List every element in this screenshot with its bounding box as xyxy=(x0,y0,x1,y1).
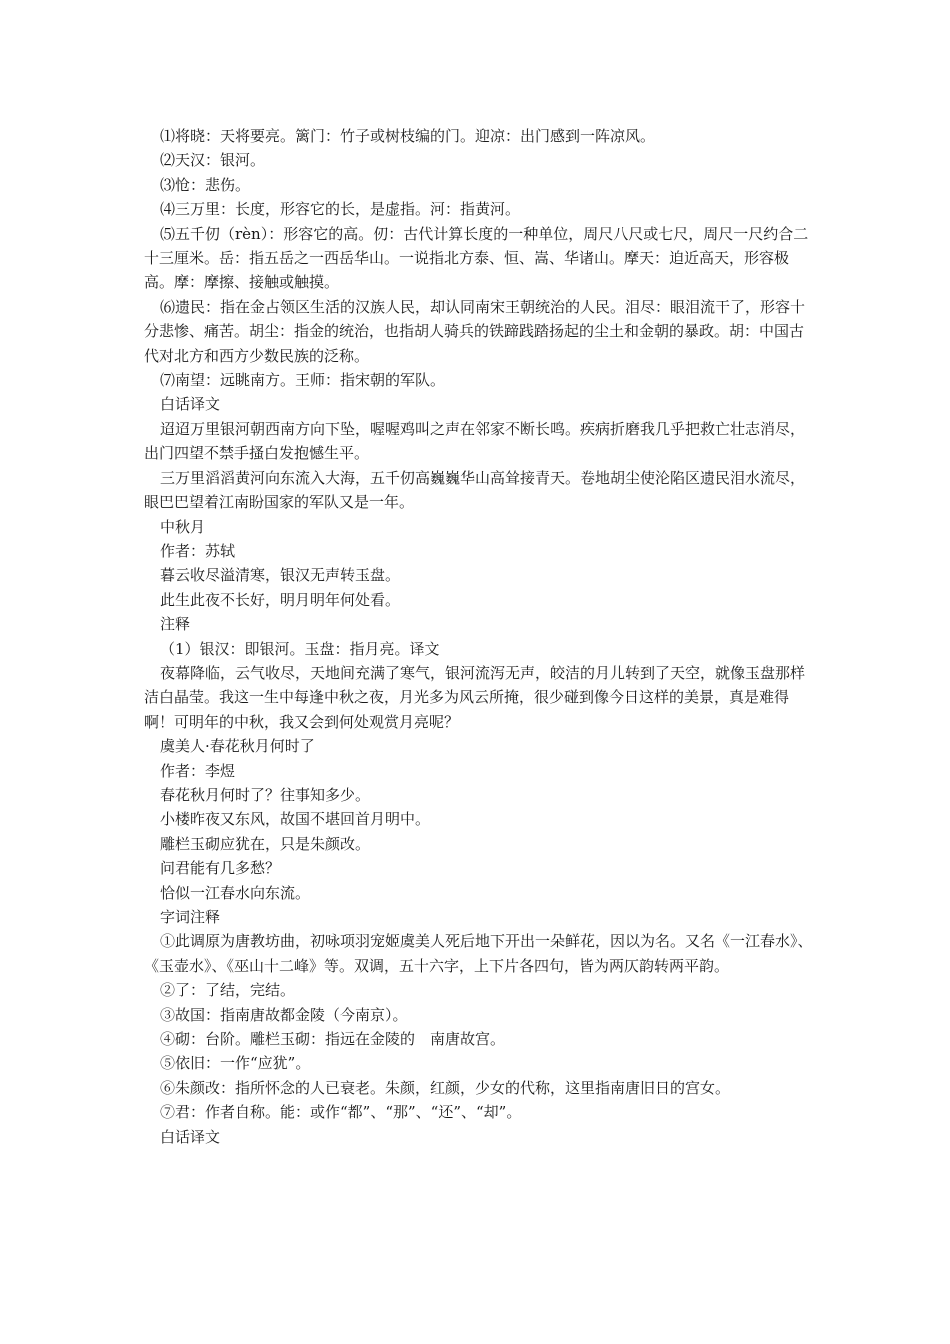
section-heading-word-notes: 字词注释 xyxy=(160,908,221,926)
annotation-item: （1）银汉：即银河。玉盘：指月亮。译文 xyxy=(160,639,440,658)
annotation-item: ①此调原为唐教坊曲，初咏项羽宠姬虞美人死后地下开出一朵鲜花，因以为名。又名《一江春水》、《玉壶水》、《巫山十二峰》等。双调，五十六字，上下片各四句，皆为两仄韵转两平韵。 xyxy=(144,932,813,975)
translation-paragraph: 迢迢万里银河朝西南方向下坠，喔喔鸡叫之声在邻家不断长鸣。疾病折磨我几乎把救亡壮志消尽，出门四望不禁手搔白发抱憾生平。 xyxy=(144,419,806,463)
annotation-5: ⑸五千仞（rèn）：形容它的高。仞：古代计算长度的一种单位，周尺八尺或七尺，周尺一尺约合二十三厘米。岳：指五岳之一西岳华山。一说指北方泰、恒、嵩、华诸山。摩天：迫近高天，形容极高。摩：摩擦、接触或触摸。 xyxy=(144,224,809,292)
annotation-4: ⑷三万里：长度，形容它的长，是虚指。河：指黄河。 xyxy=(160,200,521,219)
annotation-3: ⑶怆：悲伤。 xyxy=(160,175,251,194)
poem-line: 暮云收尽溢清寒，银汉无声转玉盘。 xyxy=(160,566,401,585)
poem-line: 问君能有几多愁？ xyxy=(160,859,281,878)
annotation-item: ②了：了结，完结。 xyxy=(160,981,296,1000)
annotation-2: ⑵天汉：银河。 xyxy=(160,151,266,170)
section-heading-notes: 注释 xyxy=(160,615,191,634)
section-heading-translation: 白话译文 xyxy=(160,1127,221,1146)
annotation-item: ⑥朱颜改：指所怀念的人已衰老。朱颜，红颜，少女的代称，这里指南唐旧日的宫女。 xyxy=(160,1078,731,1097)
poem-title: 虞美人·春花秋月何时了 xyxy=(160,737,315,756)
annotation-item: ⑦君：作者自称。能：或作“都”、“那”、“还”、“却”。 xyxy=(160,1103,522,1122)
poem-line: 恰似一江春水向东流。 xyxy=(160,883,311,902)
poem-line: 小楼昨夜又东风，故国不堪回首月明中。 xyxy=(160,810,431,829)
section-heading-translation: 白话译文 xyxy=(160,395,221,414)
translation-paragraph: 夜幕降临，云气收尽，天地间充满了寒气，银河流泻无声，皎洁的月儿转到了天空，就像玉盘那样洁白晶莹。我这一生中每逢中秋之夜，月光多为风云所掩，很少碰到像今日这样的美景，真是难得啊！可明年的中秋，我又会到何处观赏月亮呢？ xyxy=(144,663,806,731)
annotation-6: ⑹遗民：指在金占领区生活的汉族人民，却认同南宋王朝统治的人民。泪尽：眼泪流干了，形容十分悲惨、痛苦。胡尘：指金的统治，也指胡人骑兵的铁蹄践踏扬起的尘土和金朝的暴政。胡：中国古代对北方和西方少数民族的泛称。 xyxy=(144,297,806,365)
translation-paragraph: 三万里滔滔黄河向东流入大海，五千仞高巍巍华山高耸接青天。卷地胡尘使沦陷区遗民泪水流尽，眼巴巴望着江南盼国家的军队又是一年。 xyxy=(144,468,806,512)
poem-author: 作者：苏轼 xyxy=(160,541,236,560)
poem-line: 此生此夜不长好，明月明年何处看。 xyxy=(160,590,401,609)
poem-line: 雕栏玉砌应犹在，只是朱颜改。 xyxy=(160,834,371,853)
poem-line: 春花秋月何时了？往事知多少。 xyxy=(160,785,371,804)
annotation-item: ③故国：指南唐故都金陵（今南京）。 xyxy=(160,1005,408,1024)
poem-author: 作者：李煜 xyxy=(160,761,236,780)
document-page xyxy=(144,124,816,1149)
annotation-7: ⑺南望：远眺南方。王师：指宋朝的军队。 xyxy=(160,371,446,390)
annotation-item: ④砌：台阶。雕栏玉砌：指远在金陵的 南唐故宫。 xyxy=(160,1030,506,1049)
annotation-item: ⑤依旧：一作“应犹”。 xyxy=(160,1054,311,1073)
poem-title: 中秋月 xyxy=(160,517,206,536)
annotation-1: ⑴将晓：天将要亮。篱门：竹子或树枝编的门。迎凉：出门感到一阵凉风。 xyxy=(160,127,656,145)
